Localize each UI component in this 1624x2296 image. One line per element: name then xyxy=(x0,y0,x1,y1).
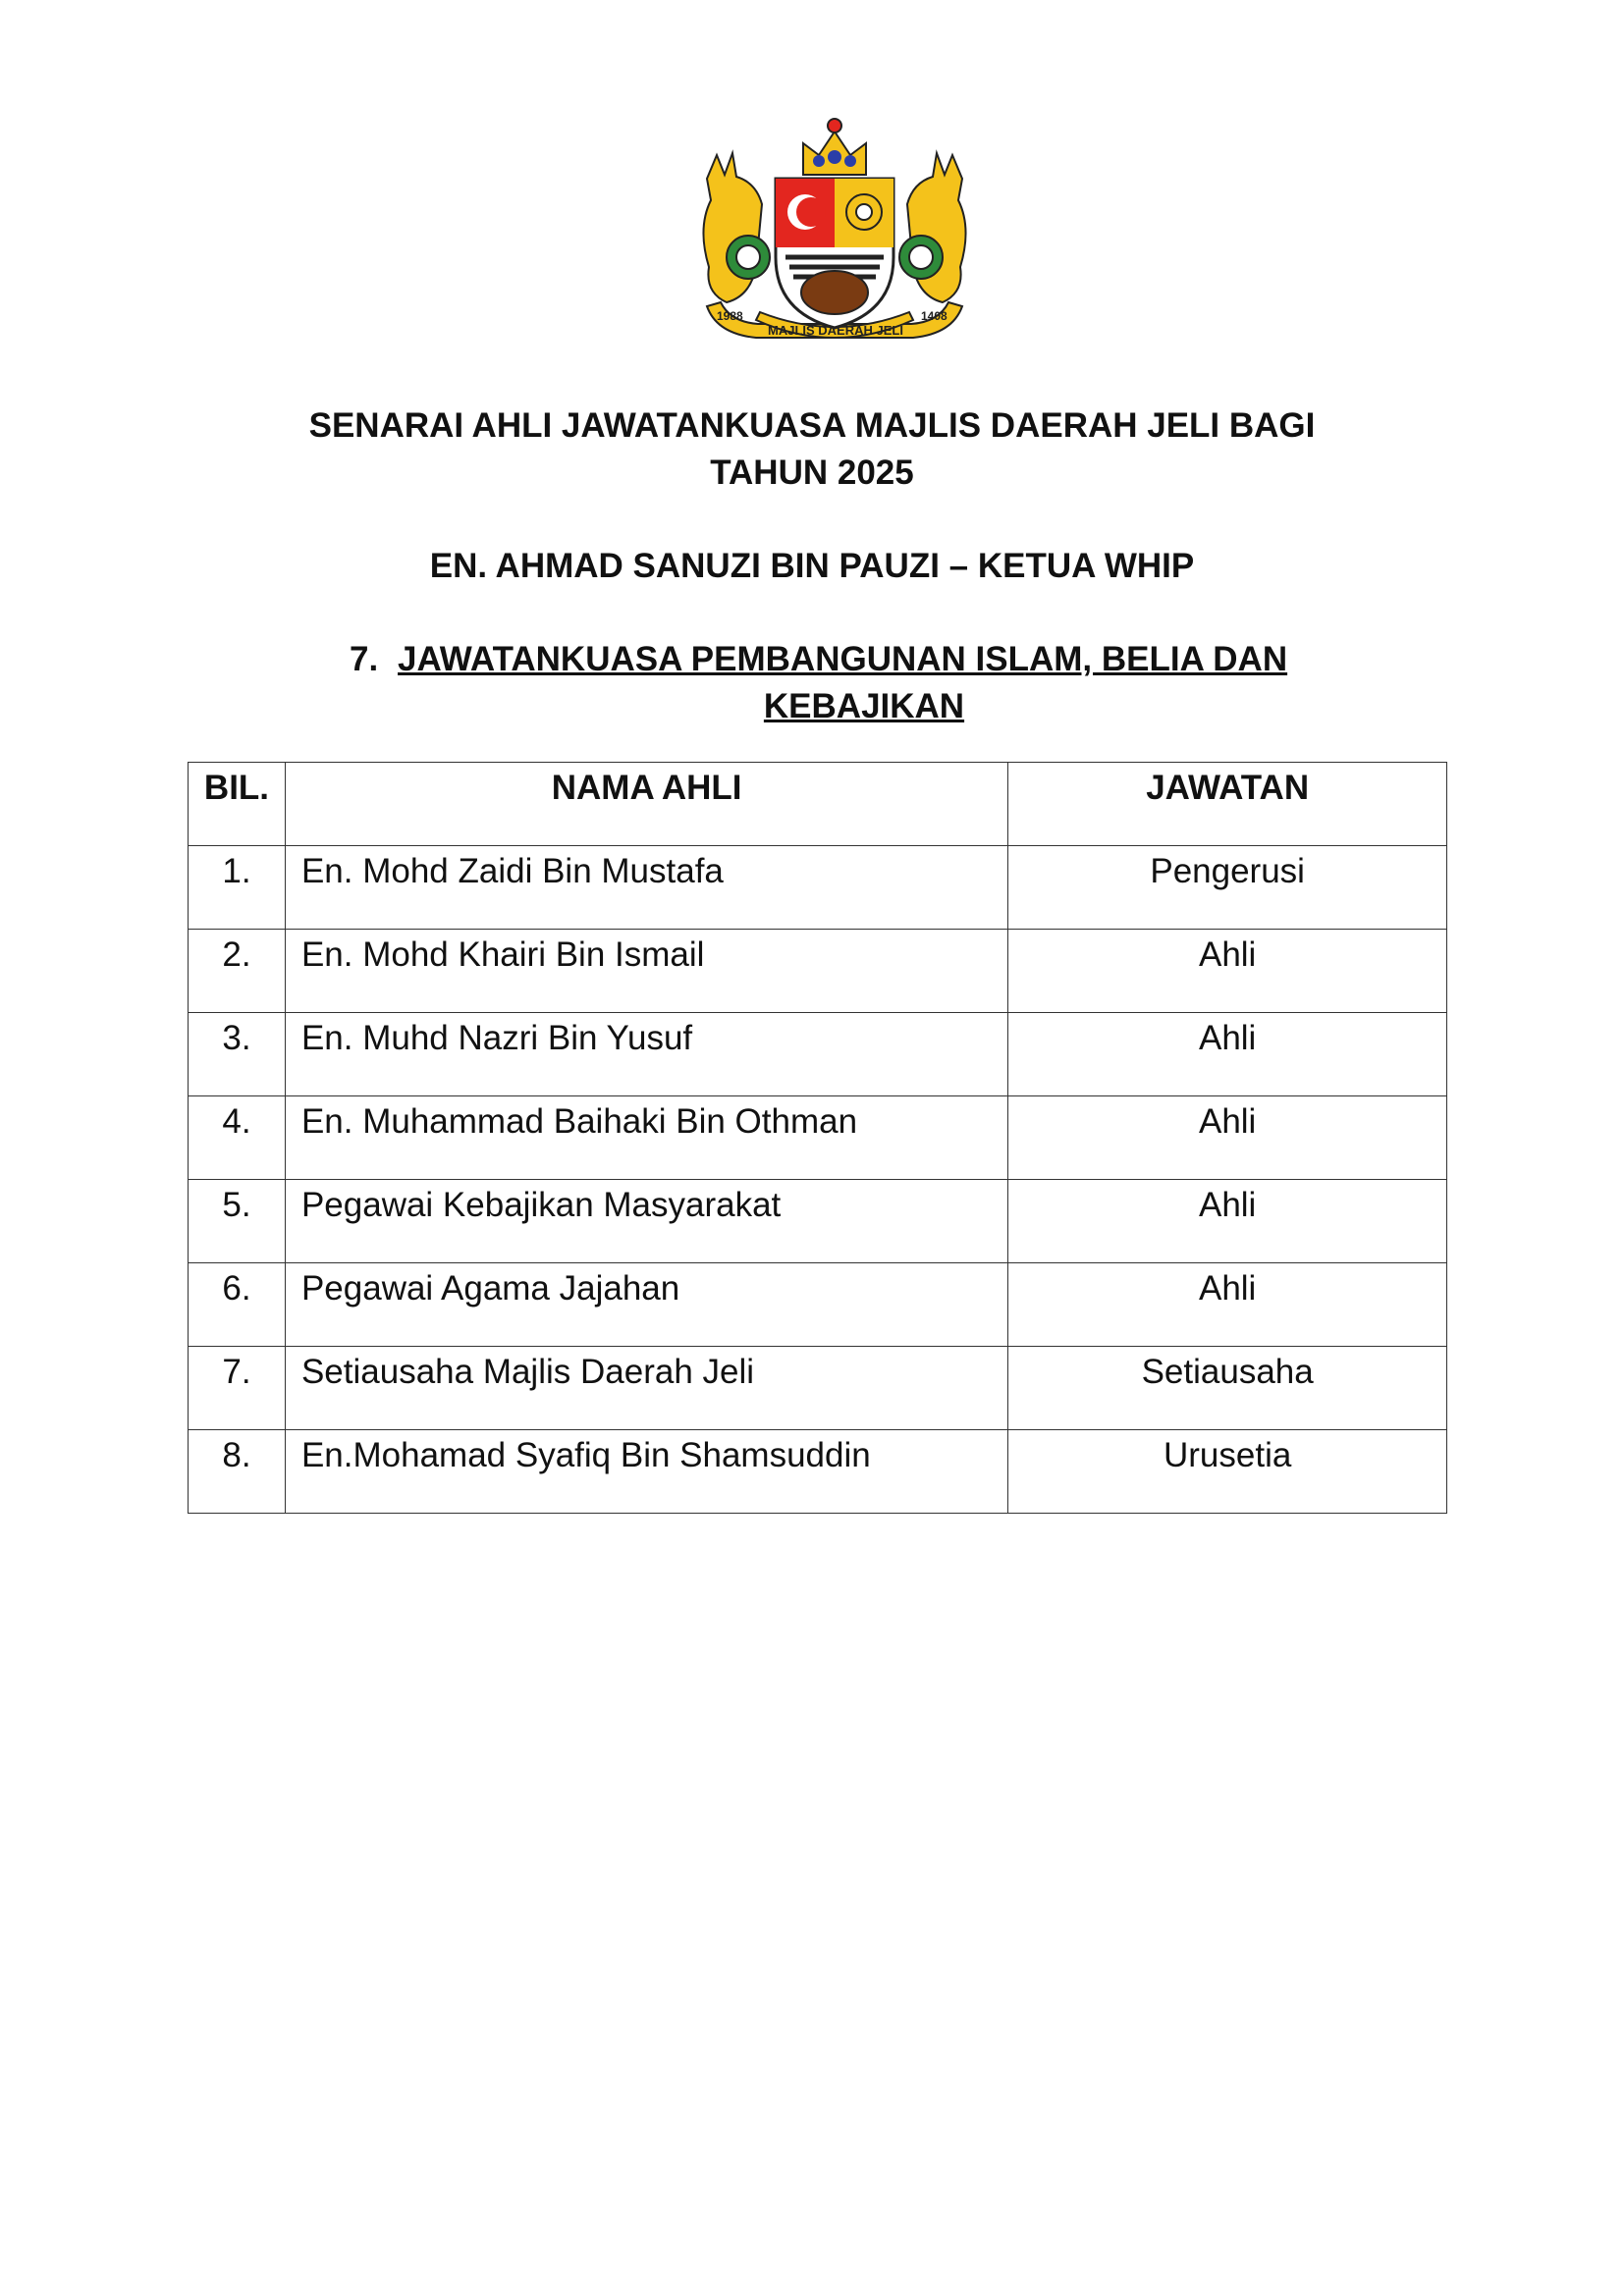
cell-nama: En.Mohamad Syafiq Bin Shamsuddin xyxy=(285,1430,1007,1514)
cell-bil: 7. xyxy=(189,1347,286,1430)
crest-year-left: 1988 xyxy=(717,309,743,323)
cell-bil: 5. xyxy=(189,1180,286,1263)
majlis-daerah-jeli-crest-icon xyxy=(687,110,982,353)
header-jawatan: JAWATAN xyxy=(1008,763,1447,846)
table-row xyxy=(189,1180,1447,1263)
crest-year-right: 1408 xyxy=(921,309,947,323)
crest-motto: MAJLIS DAERAH JELI xyxy=(768,323,903,338)
table-header-row xyxy=(189,763,1447,846)
cell-nama: En. Muhammad Baihaki Bin Othman xyxy=(285,1096,1007,1180)
ketua-whip-heading: EN. AHMAD SANUZI BIN PAUZI – KETUA WHIP xyxy=(429,547,1195,585)
cell-jawatan: Urusetia xyxy=(1008,1430,1447,1514)
table-row xyxy=(189,1096,1447,1180)
header-bil: BIL. xyxy=(189,763,286,846)
title-line-1: SENARAI AHLI JAWATANKUASA MAJLIS DAERAH JELI BAGI xyxy=(308,406,1316,445)
cell-nama: Pegawai Kebajikan Masyarakat xyxy=(285,1180,1007,1263)
cell-nama: En. Mohd Zaidi Bin Mustafa xyxy=(285,846,1007,930)
cell-jawatan: Ahli xyxy=(1008,1180,1447,1263)
cell-nama: En. Muhd Nazri Bin Yusuf xyxy=(285,1013,1007,1096)
section-title-line-2: KEBAJIKAN xyxy=(763,687,965,725)
section-number: 7. xyxy=(350,640,379,678)
cell-bil: 8. xyxy=(189,1430,286,1514)
title-line-2: TAHUN 2025 xyxy=(710,454,914,492)
cell-nama: Pegawai Agama Jajahan xyxy=(285,1263,1007,1347)
members-table xyxy=(188,762,1447,1514)
crest-logo xyxy=(687,110,982,353)
table-row xyxy=(189,1347,1447,1430)
table-row xyxy=(189,930,1447,1013)
cell-bil: 1. xyxy=(189,846,286,930)
cell-jawatan: Ahli xyxy=(1008,1096,1447,1180)
cell-bil: 6. xyxy=(189,1263,286,1347)
header-nama-ahli: NAMA AHLI xyxy=(285,763,1007,846)
section-title-line-1: JAWATANKUASA PEMBANGUNAN ISLAM, BELIA DAN xyxy=(398,640,1288,678)
cell-jawatan: Ahli xyxy=(1008,1263,1447,1347)
table-row xyxy=(189,846,1447,930)
cell-bil: 2. xyxy=(189,930,286,1013)
cell-jawatan: Ahli xyxy=(1008,1013,1447,1096)
table-row xyxy=(189,1430,1447,1514)
table-row xyxy=(189,1013,1447,1096)
cell-jawatan: Pengerusi xyxy=(1008,846,1447,930)
cell-nama: Setiausaha Majlis Daerah Jeli xyxy=(285,1347,1007,1430)
cell-bil: 4. xyxy=(189,1096,286,1180)
cell-nama: En. Mohd Khairi Bin Ismail xyxy=(285,930,1007,1013)
cell-jawatan: Ahli xyxy=(1008,930,1447,1013)
document-title xyxy=(0,402,1624,497)
cell-jawatan: Setiausaha xyxy=(1008,1347,1447,1430)
cell-bil: 3. xyxy=(189,1013,286,1096)
table-row xyxy=(189,1263,1447,1347)
